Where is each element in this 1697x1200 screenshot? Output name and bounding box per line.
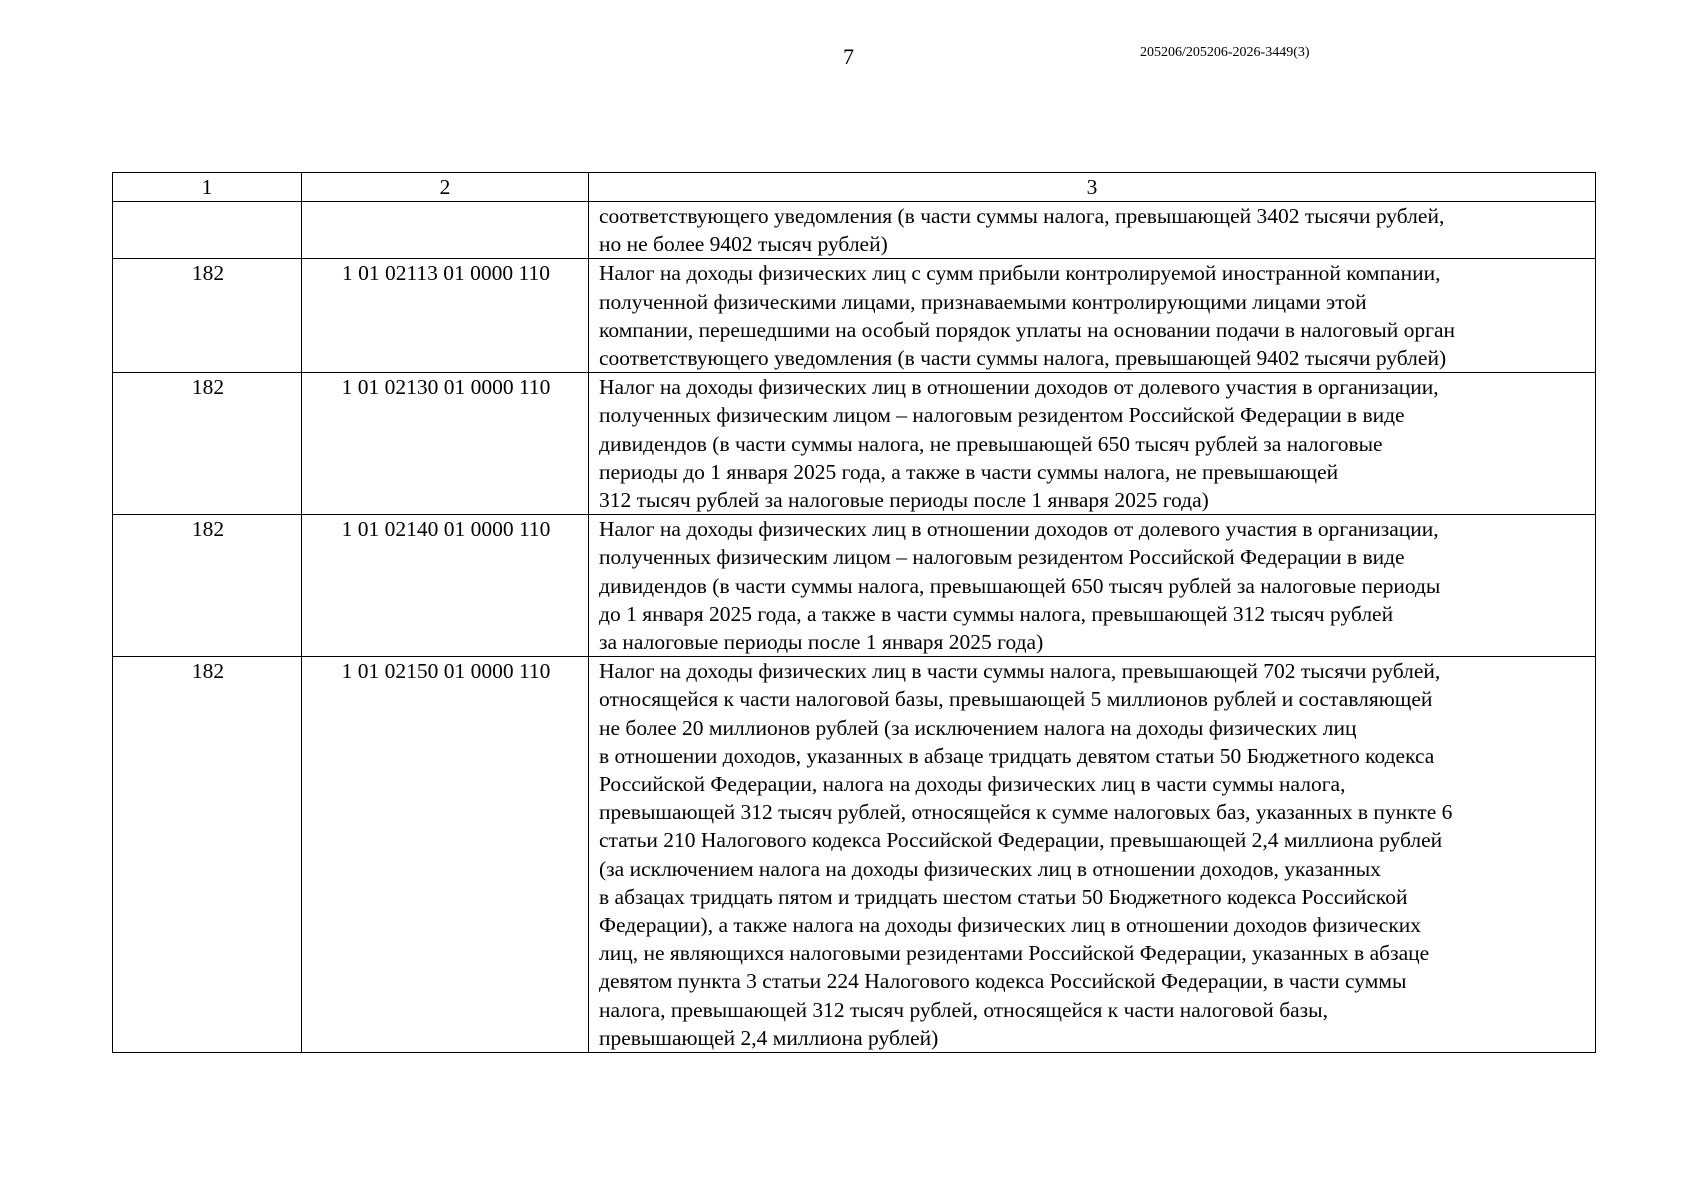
description-cell xyxy=(589,657,1596,1053)
description-line: девятом пункта 3 статьи 224 Налогового кодекса Российской Федерации, в части суммы xyxy=(599,969,1407,994)
admin-code-cell xyxy=(113,202,302,259)
table-row xyxy=(113,515,1596,657)
description-line: Российской Федерации, налога на доходы физических лиц в части суммы налога, xyxy=(599,772,1346,797)
description-line: Налог на доходы физических лиц в отношении доходов от долевого участия в организации, xyxy=(599,517,1439,542)
description-line: Налог на доходы физических лиц в части суммы налога, превышающей 702 тысячи рублей, xyxy=(599,659,1441,684)
description-line: 312 тысяч рублей за налоговые периоды после 1 января 2025 года) xyxy=(599,488,1209,513)
page-number: 7 xyxy=(843,44,854,69)
description-line: полученных физическим лицом – налоговым резидентом Российской Федерации в виде xyxy=(599,545,1405,570)
description-line: в абзацах тридцать пятом и тридцать шестом статьи 50 Бюджетного кодекса Российской xyxy=(599,884,1408,909)
description-line: полученных физическим лицом – налоговым резидентом Российской Федерации в виде xyxy=(599,403,1405,428)
kbk-code-cell: 1 01 02150 01 0000 110 xyxy=(302,657,589,1053)
column-header-3: 3 xyxy=(589,173,1596,202)
description-line: Налог на доходы физических лиц с сумм прибыли контролируемой иностранной компании, xyxy=(599,261,1441,286)
table-row xyxy=(113,657,1596,1053)
admin-code-cell: 182 xyxy=(113,259,302,373)
description-line: дивидендов (в части суммы налога, не превышающей 650 тысяч рублей за налоговые xyxy=(599,431,1383,456)
kbk-code-cell: 1 01 02130 01 0000 110 xyxy=(302,373,589,515)
description-line: соответствующего уведомления (в части суммы налога, превышающей 3402 тысячи рублей, xyxy=(599,204,1445,228)
description-cell xyxy=(589,259,1596,373)
description-line: превышающей 312 тысяч рублей, относящейся к сумме налоговых баз, указанных в пункте 6 xyxy=(599,800,1453,825)
table-body xyxy=(113,202,1596,1053)
admin-code-cell: 182 xyxy=(113,515,302,657)
kbk-code-cell: 1 01 02113 01 0000 110 xyxy=(302,259,589,373)
description-line: Федерации), а также налога на доходы физических лиц в отношении доходов физических xyxy=(599,913,1422,938)
table-header-row xyxy=(113,173,1596,202)
description-line: периоды до 1 января 2025 года, а также в части суммы налога, не превышающей xyxy=(599,459,1339,484)
column-header-1: 1 xyxy=(113,173,302,202)
budget-codes-table xyxy=(112,172,1596,1053)
column-header-2: 2 xyxy=(302,173,589,202)
description-line: до 1 января 2025 года, а также в части суммы налога, превышающей 312 тысяч рублей xyxy=(599,601,1394,626)
description-line: статьи 210 Налогового кодекса Российской Федерации, превышающей 2,4 миллиона рублей xyxy=(599,828,1443,853)
description-line: (за исключением налога на доходы физических лиц в отношении доходов, указанных xyxy=(599,856,1381,881)
description-line: дивидендов (в части суммы налога, превышающей 650 тысяч рублей за налоговые периоды xyxy=(599,573,1441,598)
table-row xyxy=(113,373,1596,515)
description-cell xyxy=(589,373,1596,515)
description-cell xyxy=(589,202,1596,259)
description-line: относящейся к части налоговой базы, превышающей 5 миллионов рублей и составляющей xyxy=(599,687,1433,712)
table-row xyxy=(113,259,1596,373)
admin-code-cell: 182 xyxy=(113,373,302,515)
kbk-code-cell xyxy=(302,202,589,259)
description-cell xyxy=(589,515,1596,657)
kbk-code-cell: 1 01 02140 01 0000 110 xyxy=(302,515,589,657)
description-line: не более 20 миллионов рублей (за исключением налога на доходы физических лиц xyxy=(599,715,1357,740)
description-line: компании, перешедшими на особый порядок уплаты на основании подачи в налоговый орган xyxy=(599,317,1456,342)
document-id: 205206/205206-2026-3449(3) xyxy=(1140,45,1310,60)
description-line: но не более 9402 тысяч рублей) xyxy=(599,232,888,257)
description-line: в отношении доходов, указанных в абзаце тридцать девятом статьи 50 Бюджетного кодекса xyxy=(599,743,1435,768)
description-line: полученной физическими лицами, признаваемыми контролирующими лицами этой xyxy=(599,289,1367,314)
table-row xyxy=(113,202,1596,259)
description-line: лиц, не являющихся налоговыми резидентами Российской Федерации, указанных в абзаце xyxy=(599,941,1430,966)
description-line: соответствующего уведомления (в части суммы налога, превышающей 9402 тысячи рублей) xyxy=(599,346,1447,371)
description-line: превышающей 2,4 миллиона рублей) xyxy=(599,1025,939,1050)
description-line: налога, превышающей 312 тысяч рублей, относящейся к части налоговой базы, xyxy=(599,997,1328,1022)
description-line: Налог на доходы физических лиц в отношении доходов от долевого участия в организации, xyxy=(599,375,1439,400)
admin-code-cell: 182 xyxy=(113,657,302,1053)
description-line: за налоговые периоды после 1 января 2025 года) xyxy=(599,630,1044,655)
